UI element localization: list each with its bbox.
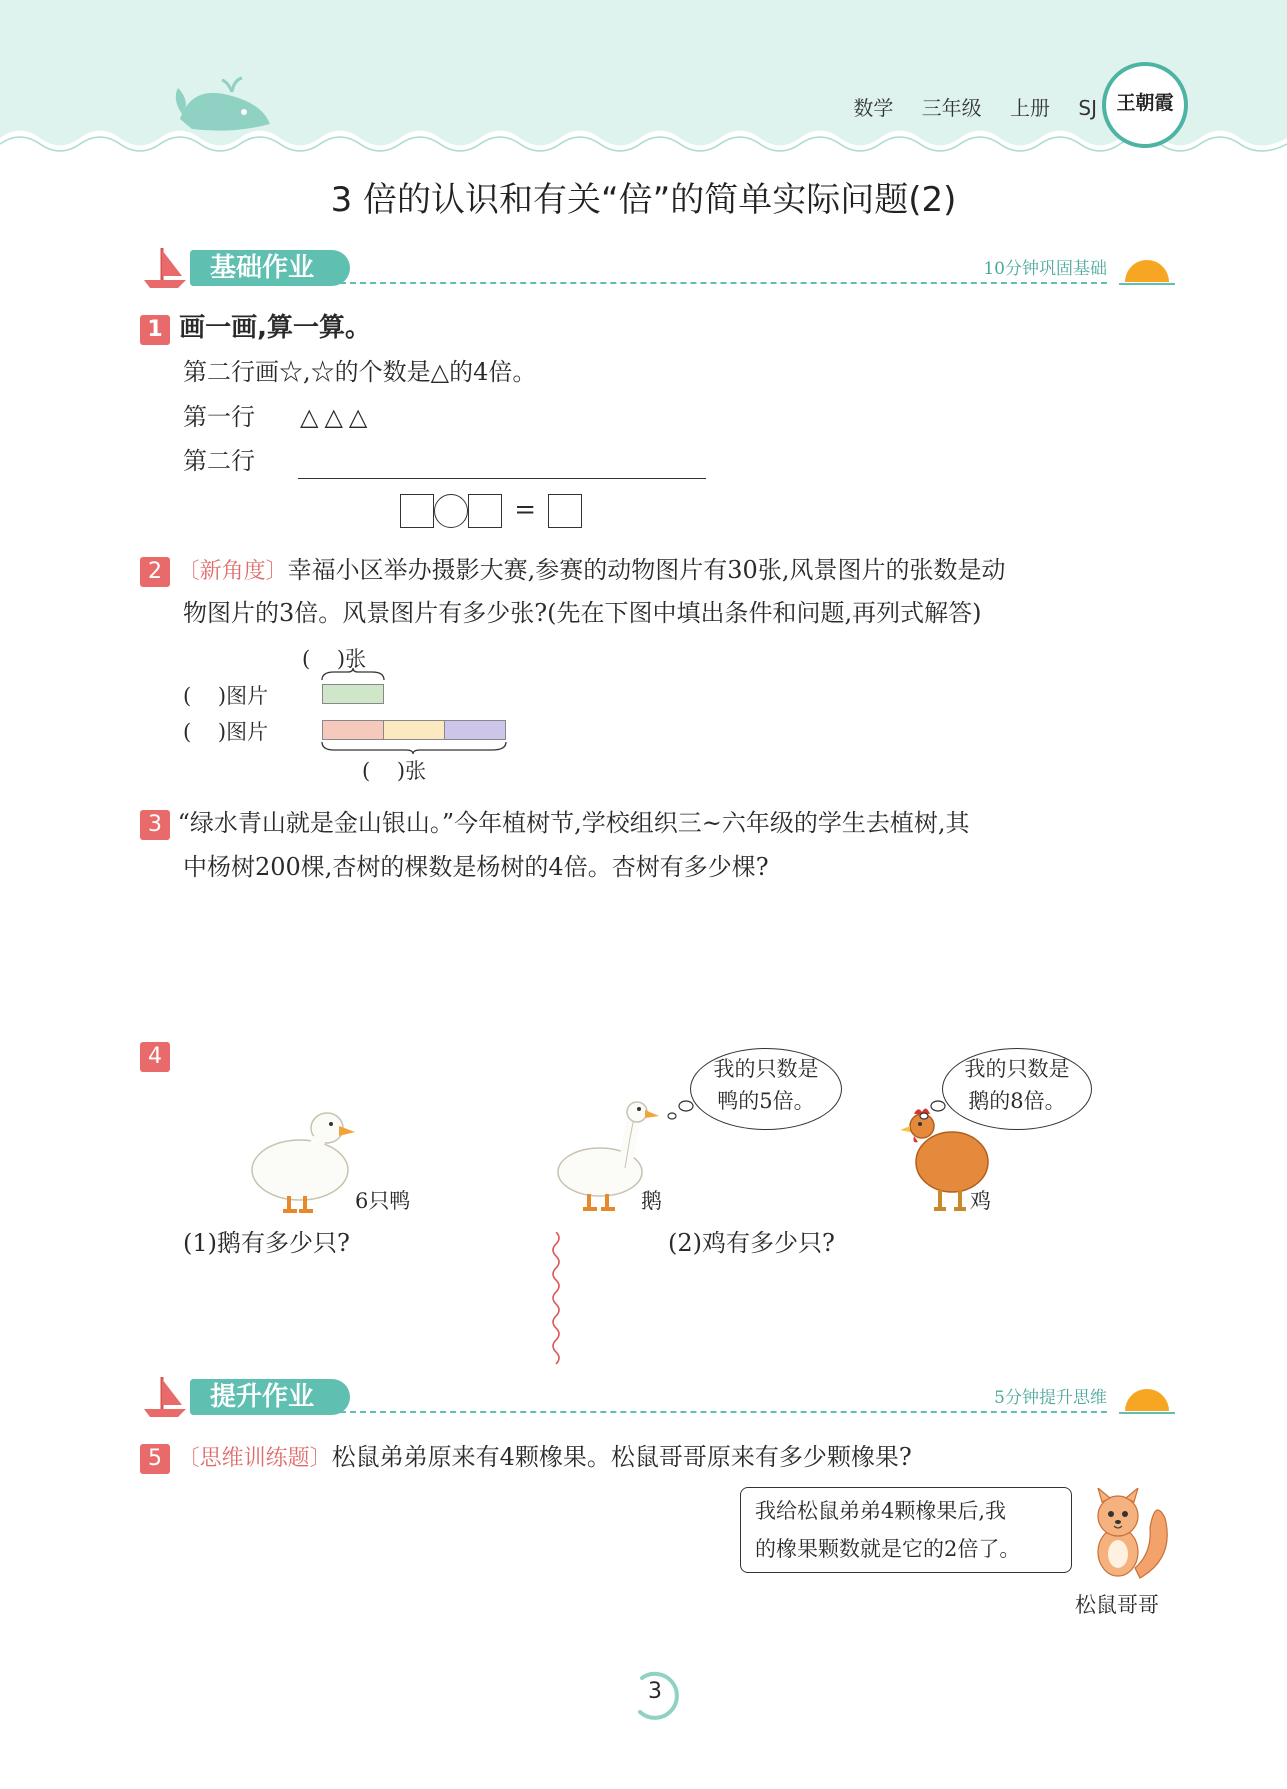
section-basic-label: 基础作业 xyxy=(190,250,350,286)
q2-bar-scenery-1 xyxy=(322,720,384,740)
q1-drawing-line[interactable] xyxy=(298,478,706,479)
edition-label: SJ xyxy=(1078,96,1097,120)
chicken-label: 鸡 xyxy=(970,1189,991,1213)
chicken-bubble-line1: 我的只数是 xyxy=(964,1057,1070,1081)
q5-text: 松鼠弟弟原来有4颗橡果。松鼠哥哥原来有多少颗橡果? xyxy=(331,1443,912,1471)
section-divider xyxy=(340,1411,1107,1413)
sailboat-icon xyxy=(140,246,188,290)
brand-logo: 王朝霞 xyxy=(1102,62,1188,148)
q2-text-line1: 幸福小区举办摄影大赛,参赛的动物图片有30张,风景图片的张数是动 xyxy=(287,556,1006,584)
q2-row1-label[interactable]: ( )图片 xyxy=(183,684,269,708)
page-number: 3 xyxy=(648,1679,662,1704)
volume-label: 上册 xyxy=(1010,96,1051,120)
q5-number: 5 xyxy=(140,1444,170,1474)
q4-number: 4 xyxy=(140,1042,170,1072)
q2-bar-scenery-3 xyxy=(444,720,506,740)
duck-label: 6只鸭 xyxy=(355,1189,411,1213)
q2-text-line2: 物图片的3倍。风景图片有多少张?(先在下图中填出条件和问题,再列式解答) xyxy=(183,599,982,627)
duck-image xyxy=(245,1100,360,1215)
q1-number: 1 xyxy=(140,315,170,345)
q1-row2-label: 第二行 xyxy=(183,447,255,475)
squirrel-speaker-label: 松鼠哥哥 xyxy=(1075,1593,1159,1617)
q3-text-line2: 中杨树200棵,杏树的棵数是杨树的4倍。杏树有多少棵? xyxy=(183,853,769,881)
subject-label: 数学 xyxy=(853,96,894,120)
q1-row1-label: 第一行 xyxy=(183,403,255,431)
squirrel-bubble-line1: 我给松鼠弟弟4颗橡果后,我 xyxy=(755,1499,1007,1523)
q5-tag: 〔思维训练题〕 xyxy=(177,1446,332,1471)
section-advanced xyxy=(140,1375,1177,1425)
q4-heading xyxy=(140,1042,170,1072)
q1-answer-blank[interactable] xyxy=(548,494,582,528)
grade-label: 三年级 xyxy=(921,96,982,120)
q2-top-brace xyxy=(320,668,386,682)
q1-title: 画一画,算一算。 xyxy=(179,313,371,343)
squirrel-speech-box xyxy=(740,1487,1072,1573)
q2-number: 2 xyxy=(140,557,170,587)
q4-sub1: (1)鹅有多少只? xyxy=(183,1229,350,1257)
section-divider xyxy=(340,282,1107,284)
sailboat-icon xyxy=(140,1375,188,1419)
section-advanced-label: 提升作业 xyxy=(190,1379,350,1415)
q2-row2-label[interactable]: ( )图片 xyxy=(183,720,269,744)
q1-blank-1[interactable] xyxy=(400,494,434,528)
q3-line1 xyxy=(140,808,970,840)
goose-thought-dots xyxy=(664,1098,694,1122)
sun-icon xyxy=(1117,252,1177,288)
page-title: 3 倍的认识和有关“倍”的简单实际问题(2) xyxy=(330,180,957,220)
squirrel-image xyxy=(1080,1488,1175,1588)
sun-icon xyxy=(1117,1381,1177,1417)
q2-bottom-brace xyxy=(320,740,508,754)
q4-wavy-divider xyxy=(548,1232,564,1367)
chicken-bubble-line2: 鹅的8倍。 xyxy=(968,1089,1066,1113)
q2-top-brace-label[interactable]: ( )张 xyxy=(302,647,367,671)
q5-line1 xyxy=(140,1442,912,1474)
goose-speech-bubble xyxy=(690,1048,842,1130)
q3-text-line1: “绿水青山就是金山银山。”今年植树节,学校组织三~六年级的学生去植树,其 xyxy=(177,809,970,837)
q1-equals: = xyxy=(514,495,537,525)
q1-heading xyxy=(140,313,371,345)
q1-row1-triangles: △△△ xyxy=(300,403,374,431)
q2-bar-animal xyxy=(322,684,384,704)
section-advanced-tip: 5分钟提升思维 xyxy=(994,1388,1107,1408)
q2-bar-scenery-2 xyxy=(383,720,445,740)
q1-operator-circle[interactable] xyxy=(434,494,468,528)
section-basic xyxy=(140,246,1177,296)
chicken-speech-bubble xyxy=(942,1048,1092,1130)
goose-label: 鹅 xyxy=(641,1189,662,1213)
whale-icon xyxy=(172,74,277,134)
q1-equation xyxy=(400,494,582,528)
q1-instruction: 第二行画☆,☆的个数是△的4倍。 xyxy=(183,358,537,386)
chicken-thought-dots xyxy=(916,1098,946,1122)
section-basic-tip: 10分钟巩固基础 xyxy=(983,259,1107,279)
q4-sub2: (2)鸡有多少只? xyxy=(668,1229,835,1257)
q3-number: 3 xyxy=(140,810,170,840)
q2-tag: 〔新角度〕 xyxy=(177,559,288,584)
q2-bottom-brace-label[interactable]: ( )张 xyxy=(362,759,427,783)
squirrel-bubble-line2: 的橡果颗数就是它的2倍了。 xyxy=(755,1537,1021,1561)
goose-bubble-line1: 我的只数是 xyxy=(713,1057,819,1081)
goose-bubble-line2: 鸭的5倍。 xyxy=(717,1089,815,1113)
q1-blank-2[interactable] xyxy=(468,494,502,528)
header-meta xyxy=(831,92,1097,121)
q2-line1 xyxy=(140,555,1005,587)
